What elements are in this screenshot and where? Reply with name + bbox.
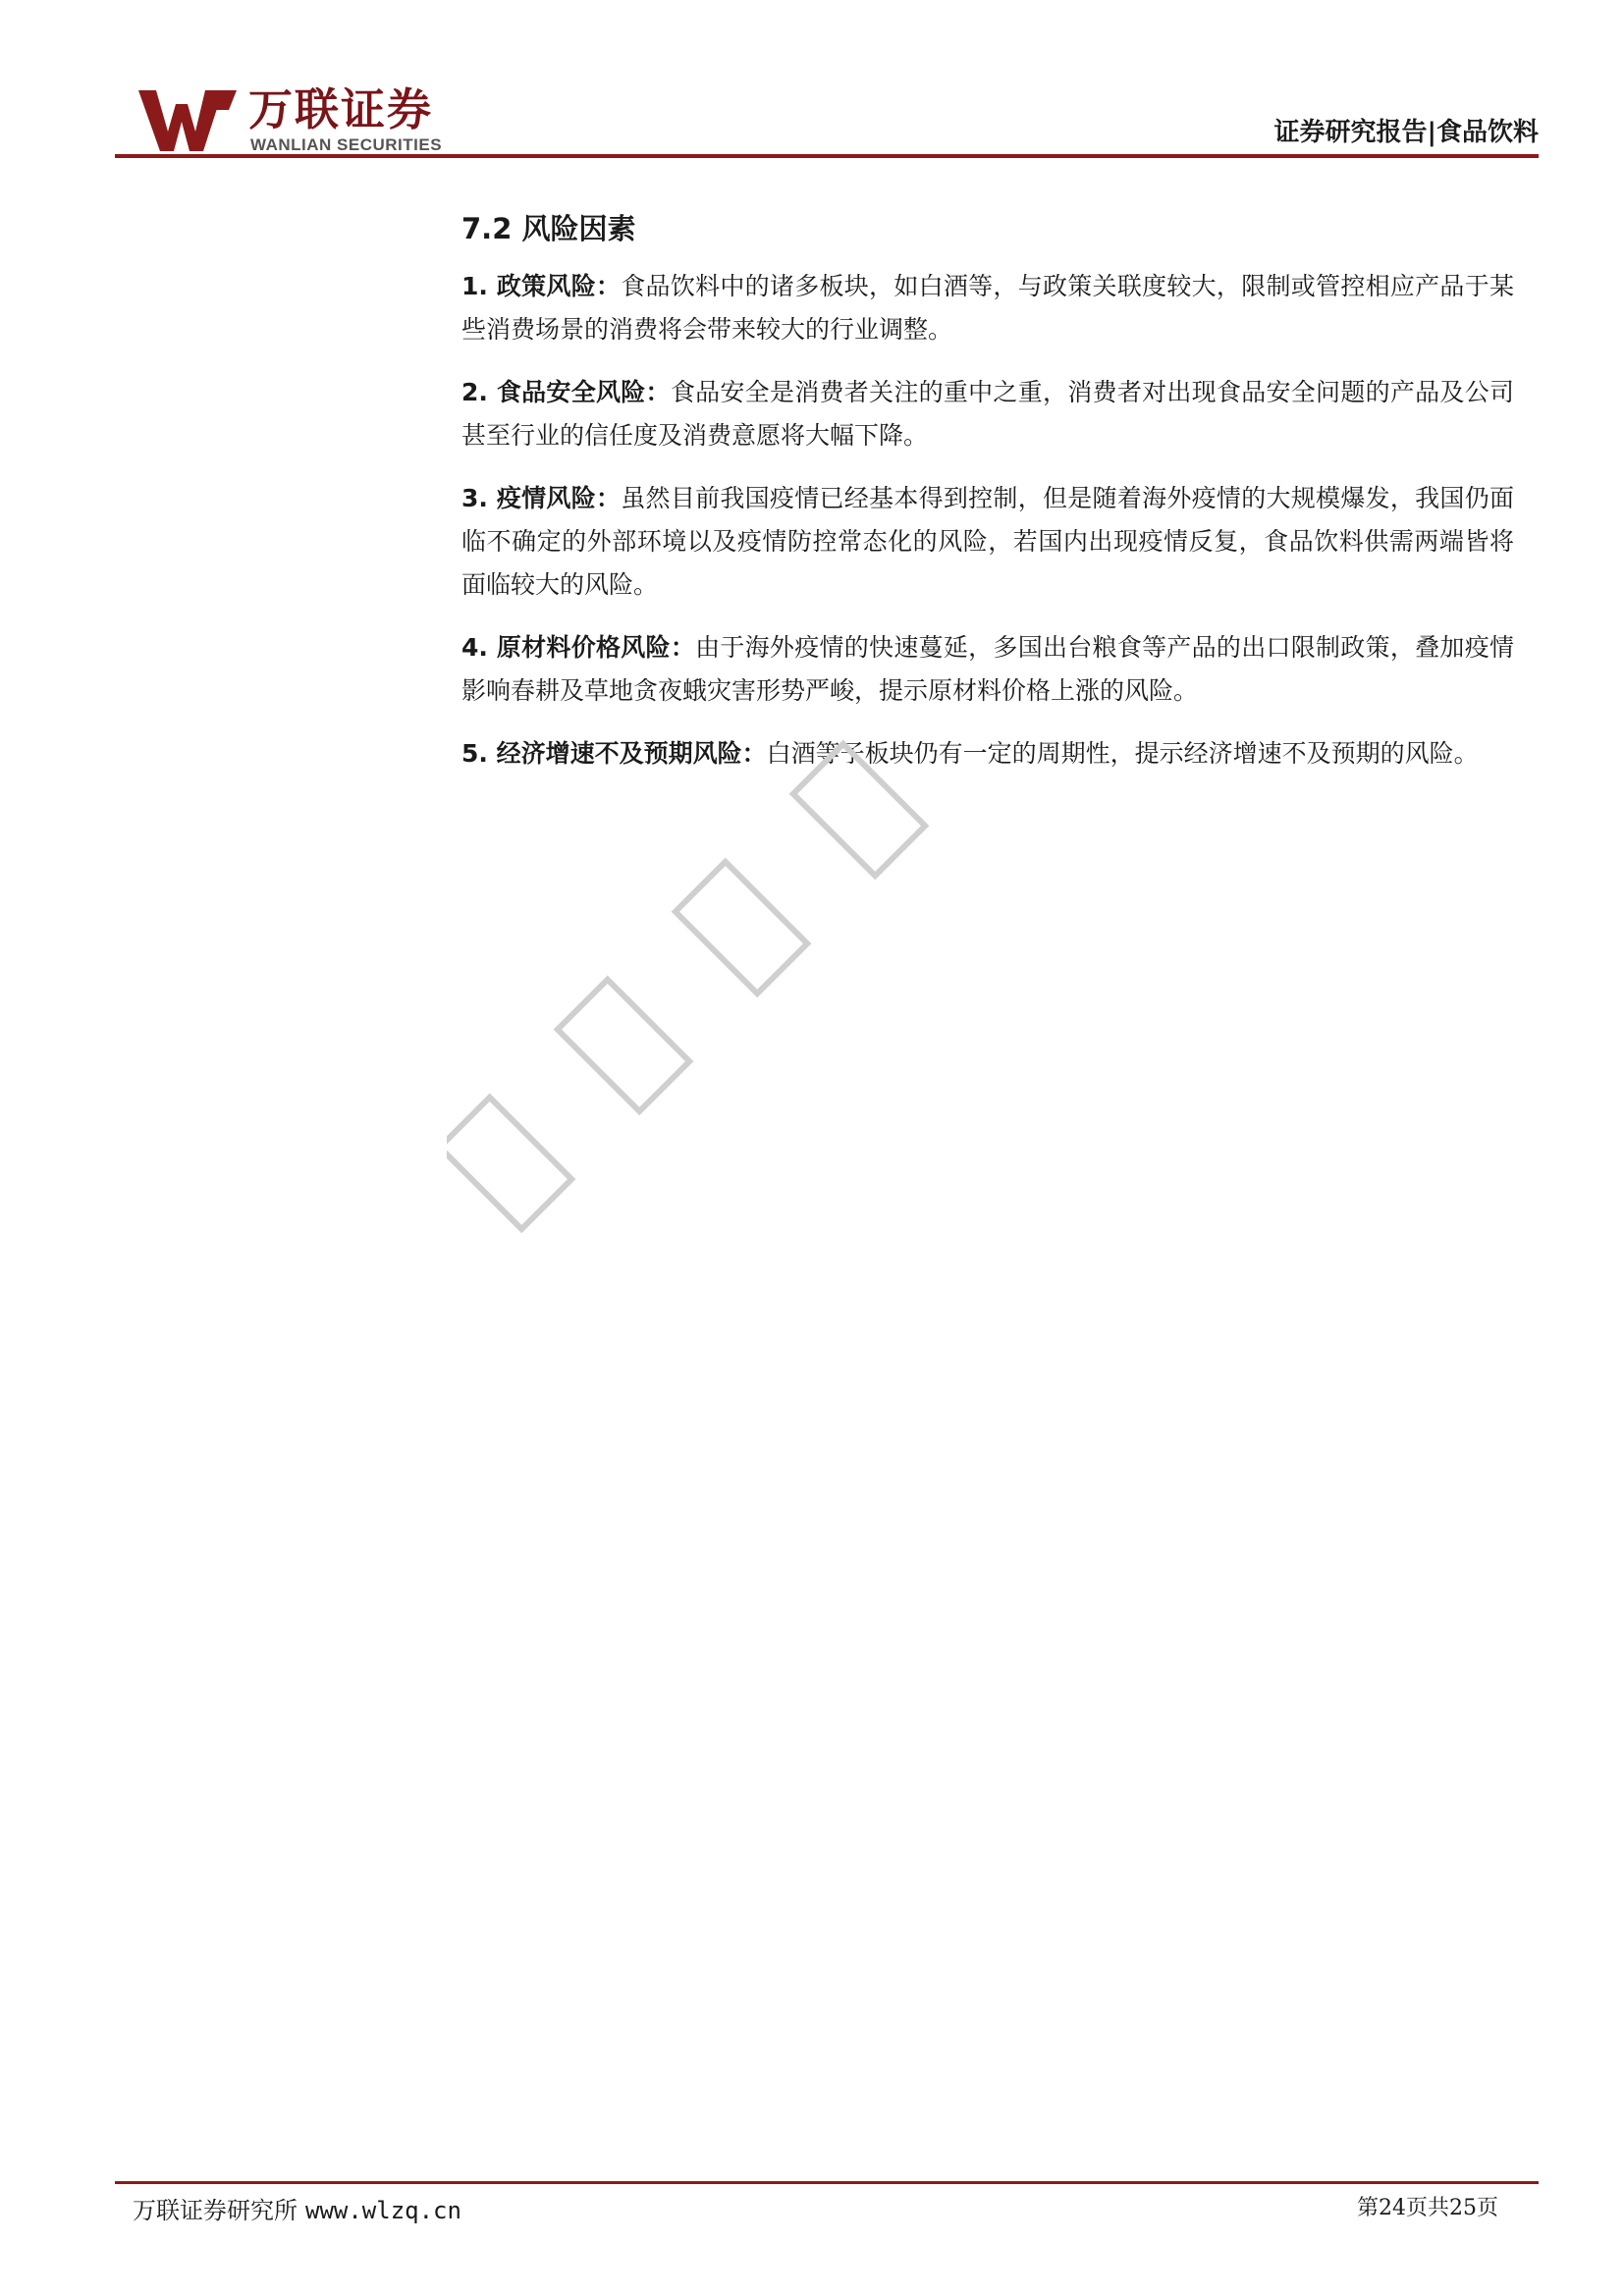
- report-category: 证券研究报告|食品饮料: [1273, 118, 1539, 147]
- risk-item-text: 由于海外疫情的快速蔓延，多国出台粮食等产品的出口限制政策，叠加疫情影响春耕及草地贪夜蛾灾害形势严峻，提示原材料价格上涨的风险。: [461, 633, 1514, 705]
- risk-item-text: 食品安全是消费者关注的重中之重，消费者对出现食品安全问题的产品及公司甚至行业的信任度及消费意愿将大幅下降。: [461, 378, 1514, 450]
- risk-item-label: 3. 疫情风险：: [461, 484, 622, 512]
- watermark-box: [558, 980, 689, 1111]
- page-header: [115, 83, 1539, 157]
- footer-company: [133, 2195, 461, 2226]
- risk-item-label: 5. 经济增速不及预期风险：: [461, 739, 767, 768]
- report-body: [461, 206, 1514, 795]
- risk-item: [461, 626, 1514, 713]
- footer-company-name: 万联证券研究所: [133, 2197, 298, 2224]
- risk-item: [461, 477, 1514, 607]
- logo-chinese-name: 万联证券: [248, 83, 434, 135]
- company-logo: [138, 83, 590, 157]
- watermark-box: [676, 862, 807, 993]
- logo-w-icon: [138, 90, 237, 151]
- risk-item-label: 2. 食品安全风险：: [461, 378, 671, 406]
- risk-item-text: 食品饮料中的诸多板块，如白酒等，与政策关联度较大，限制或管控相应产品于某些消费场景的消费将会带来较大的行业调整。: [461, 272, 1514, 344]
- watermark-box: [447, 1097, 571, 1229]
- risk-item-text: 白酒等子板块仍有一定的周期性，提示经济增速不及预期的风险。: [766, 739, 1479, 768]
- risk-item: [461, 371, 1514, 457]
- footer-url[interactable]: www.wlzq.cn: [305, 2197, 461, 2224]
- section-title: 7.2 风险因素: [461, 212, 636, 245]
- logo-english-name: WANLIAN SECURITIES: [250, 135, 443, 154]
- watermark: [447, 721, 997, 1271]
- risk-item-text: 虽然目前我国疫情已经基本得到控制，但是随着海外疫情的大规模爆发，我国仍面临不确定的外部环境以及疫情防控常态化的风险，若国内出现疫情反复，食品饮料供需两端皆将面临较大的风险。: [461, 484, 1514, 599]
- footer-divider: [115, 2181, 1539, 2184]
- risk-item: [461, 732, 1514, 775]
- page-number: 第24页共25页: [1357, 2196, 1498, 2220]
- header-divider: [115, 154, 1539, 158]
- risk-item: [461, 265, 1514, 351]
- risk-item-label: 1. 政策风险：: [461, 272, 622, 300]
- risk-item-label: 4. 原材料价格风险：: [461, 633, 696, 662]
